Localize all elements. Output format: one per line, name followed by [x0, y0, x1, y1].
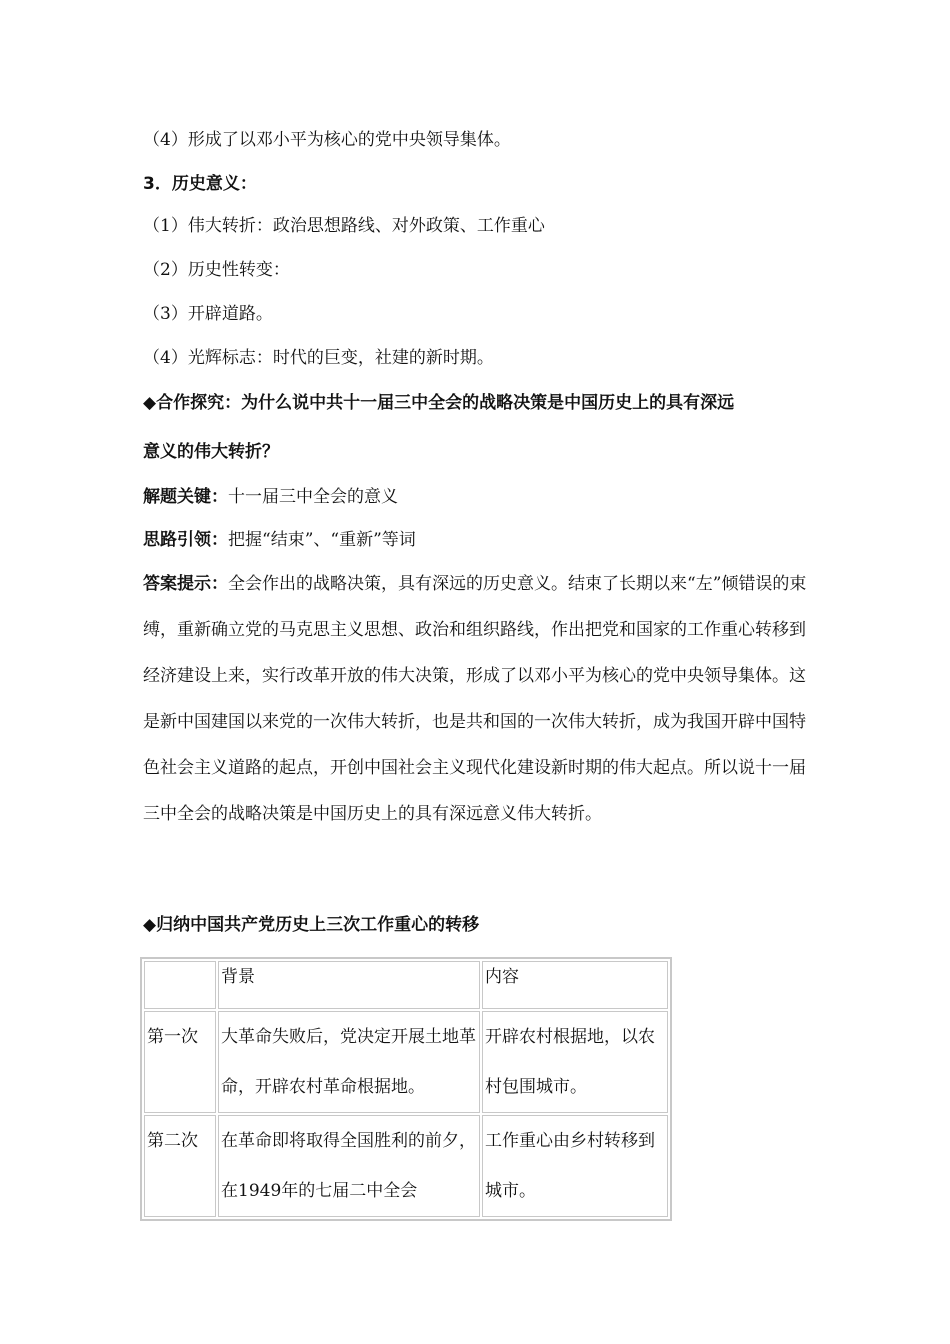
row-content: 开辟农村根据地，以农村包围城市。	[482, 1011, 668, 1113]
answer-label: 答案提示：	[143, 574, 228, 594]
header-cell-empty	[144, 961, 216, 1009]
row-label: 第一次	[144, 1011, 216, 1113]
key-point-text: 十一届三中全会的意义	[228, 487, 398, 507]
summary-heading: ◆归纳中国共产党历史上三次工作重心的转移	[143, 915, 480, 935]
table-row	[144, 1115, 668, 1217]
row-background: 大革命失败后，党决定开展土地革命，开辟农村革命根据地。	[218, 1011, 480, 1113]
significance-item-3: （3）开辟道路。	[143, 304, 273, 324]
answer-paragraph	[143, 561, 813, 837]
table-header-row	[144, 961, 668, 1009]
table-row	[144, 1011, 668, 1113]
list-item-4-leadership: （4）形成了以邓小平为核心的党中央领导集体。	[143, 130, 511, 150]
row-content: 工作重心由乡村转移到城市。	[482, 1115, 668, 1217]
significance-item-4: （4）光辉标志：时代的巨变，社建的新时期。	[143, 348, 494, 368]
significance-item-1: （1）伟大转折：政治思想路线、对外政策、工作重心	[143, 216, 545, 236]
hint	[143, 528, 416, 552]
section-heading-historical-significance: 3．历史意义：	[143, 174, 257, 194]
key-point	[143, 485, 398, 509]
hint-label: 思路引领：	[143, 530, 228, 550]
answer-text: 全会作出的战略决策，具有深远的历史意义。结束了长期以来“左”倾错误的束缚，重新确立党的马克思主义思想、政治和组织路线，作出把党和国家的工作重心转移到经济建设上来，实行改革开放的伟大决策，形成了以邓小平为核心的党中央领导集体。这是新中国建国以来党的一次伟大转折，也是共和国的一次伟大转折，成为我国开辟中国特色社会主义道路的起点，开创中国社会主义现代化建设新时期的伟大起点。所以说十一届三中全会的战略决策是中国历史上的具有深远意义伟大转折。	[143, 574, 807, 824]
explore-question-line1: ◆合作探究：为什么说中共十一届三中全会的战略决策是中国历史上的具有深远	[143, 393, 735, 413]
row-label: 第二次	[144, 1115, 216, 1217]
header-cell-background: 背景	[218, 961, 480, 1009]
header-cell-content: 内容	[482, 961, 668, 1009]
row-background: 在革命即将取得全国胜利的前夕，在1949年的七届二中全会	[218, 1115, 480, 1217]
significance-item-2: （2）历史性转变：	[143, 260, 290, 280]
work-focus-shift-table	[140, 957, 672, 1221]
key-point-label: 解题关键：	[143, 487, 228, 507]
hint-text: 把握“结束”、“重新”等词	[228, 530, 416, 550]
explore-question-line2: 意义的伟大转折？	[143, 442, 279, 462]
